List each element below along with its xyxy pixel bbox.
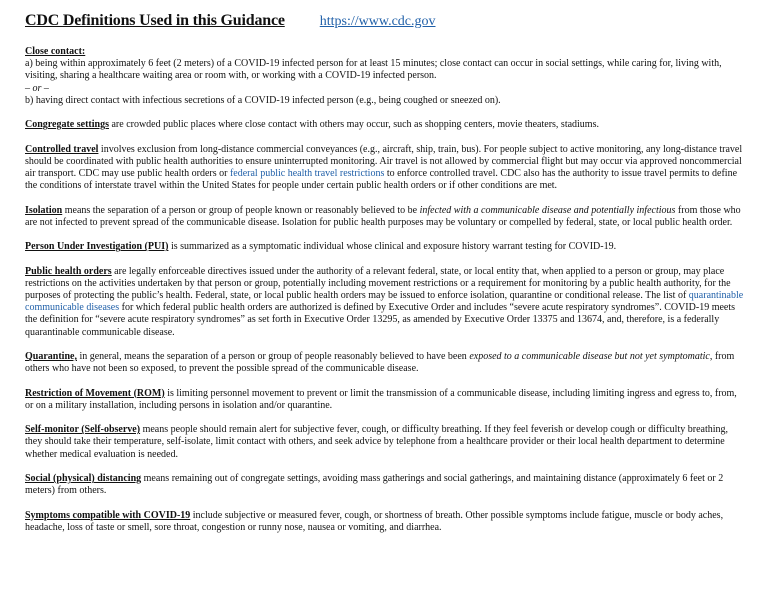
cdc-url-link[interactable]: https://www.cdc.gov — [319, 14, 436, 29]
social-distancing-text: means remaining out of congregate settings, avoiding mass gatherings and social gatherings, and maintaining distance (approximately 6 feet or 2 meters) from others. — [25, 472, 724, 497]
close-contact-or-separator: – or – — [25, 82, 49, 94]
definition-isolation — [25, 205, 745, 229]
definition-public-health-orders — [25, 266, 745, 339]
public-health-orders-text-1: are legally enforceable directives issued under the authority of a relevant federal, state, or local entity that, when applied to a person or group, may place restrictions on the activities undertaken by that person or group, potentially including movement restrictions or a requirement for monitoring by a public health authority, for the purposes of protecting the public’s health. Federal, state, or local public health orders may be issued to enforce isolation, quarantine or conditional release. The list of — [25, 265, 731, 301]
term-symptoms: Symptoms compatible with COVID-19 — [25, 509, 191, 521]
definition-symptoms — [25, 510, 745, 534]
isolation-text-2: from those who are not infected to prevent spread of the communicable disease. Isolation for public health purposes may be voluntary or compelled by federal, state, or local public health order. — [25, 204, 741, 228]
controlled-travel-text-1: involves exclusion from long-distance commercial conveyances (e.g., aircraft, ship, train, bus). For people subject to active monitoring, any long-distance travel should be coordinated with public health authorities to ensure uninterrupted monitoring. Air travel is not allowed by commercial flight but may occur via approved noncommercial air transport. CDC may use public health orders or — [25, 143, 743, 179]
definition-quarantine — [25, 351, 745, 375]
definition-rom — [25, 388, 745, 412]
definition-close-contact — [25, 46, 745, 107]
quarantine-text-1: in general, means the separation of a person or group of people reasonably believed to have been — [76, 350, 470, 362]
document-page — [25, 12, 745, 546]
term-close-contact: Close contact: — [25, 46, 86, 57]
public-health-orders-text-2: for which federal public health orders are authorized is defined by Executive Order and includes “severe acute respiratory syndromes”. COVID-19 meets the definition for “severe acute respiratory syndromes” as set forth in Executive Order 13295, as amended by Executive Order 13375 and 13674, and, therefore, is a federally quarantinable communicable disease. — [25, 302, 736, 338]
symptoms-text: include subjective or measured fever, cough, or shortness of breath. Other possible symptoms include fatigue, muscle or body aches, headache, loss of taste or smell, sore throat, congestion or runny nose, nausea or vomiting, and diarrhea. — [25, 509, 724, 533]
term-pui: Person Under Investigation (PUI) — [25, 241, 169, 253]
definition-self-monitor — [25, 424, 745, 461]
term-isolation: Isolation — [25, 204, 63, 216]
rom-text: is limiting personnel movement to prevent or limit the transmission of a communicable disease, including limiting ingress and egress to, from, or on a military installation, including persons in isolation and/or quarantine. — [25, 387, 737, 411]
controlled-travel-text-2: to enforce controlled travel. CDC also has the authority to issue travel permits to define the conditions of interstate travel within the United States for people under certain public health orders or if other conditions are met. — [25, 168, 738, 192]
document-header — [25, 12, 745, 31]
term-social-distancing: Social (physical) distancing — [25, 472, 142, 484]
congregate-settings-text: are crowded public places where close contact with others may occur, such as shopping centers, movie theaters, stadiums. — [108, 119, 599, 131]
pui-text: is summarized as a symptomatic individual whose clinical and exposure history warrant testing for COVID-19. — [168, 241, 617, 253]
close-contact-option-a: a) being within approximately 6 feet (2 meters) of a COVID-19 infected person for at least 15 minutes; close contact can occur in social settings, while caring for, living with, visiting, sharing a healthcare waiting area or room with, or working with a COVID-19 infected person. — [25, 58, 722, 82]
quarantine-italic-text: exposed to a communicable disease but not yet symptomatic — [469, 350, 710, 362]
self-monitor-text: means people should remain alert for subjective fever, cough, or difficulty breathing. If they feel feverish or develop cough or difficulty breathing, they should take their temperature, self-isolate, limit contact with others, and seek advice by telephone from a healthcare provider or their local health department to determine whether medical evaluation is needed. — [25, 424, 728, 460]
term-congregate-settings: Congregate settings — [25, 119, 109, 131]
term-controlled-travel: Controlled travel — [25, 143, 99, 155]
definition-pui — [25, 241, 745, 253]
definition-controlled-travel — [25, 144, 745, 193]
close-contact-option-b: b) having direct contact with infectious secretions of a COVID-19 infected person (e.g., being coughed or sneezed on). — [25, 94, 501, 106]
quarantine-text-2: , from others who have not been so exposed, to prevent the possible spread of the communicable disease. — [25, 350, 735, 375]
quarantinable-diseases-link[interactable]: quarantinable communicable diseases — [25, 289, 744, 314]
isolation-text-1: means the separation of a person or group of people known or reasonably believed to be — [62, 204, 420, 216]
definition-social-distancing — [25, 473, 745, 497]
isolation-italic-text: infected with a communicable disease and potentially infectious — [419, 204, 676, 216]
term-self-monitor: Self-monitor (Self-observe) — [25, 424, 141, 436]
federal-travel-restrictions-link[interactable]: federal public health travel restrictions — [229, 168, 385, 179]
page-title: CDC Definitions Used in this Guidance — [25, 12, 285, 29]
term-public-health-orders: Public health orders — [25, 265, 112, 277]
term-quarantine: Quarantine, — [25, 350, 77, 362]
term-rom: Restriction of Movement (ROM) — [25, 387, 165, 399]
definition-congregate-settings — [25, 119, 745, 131]
